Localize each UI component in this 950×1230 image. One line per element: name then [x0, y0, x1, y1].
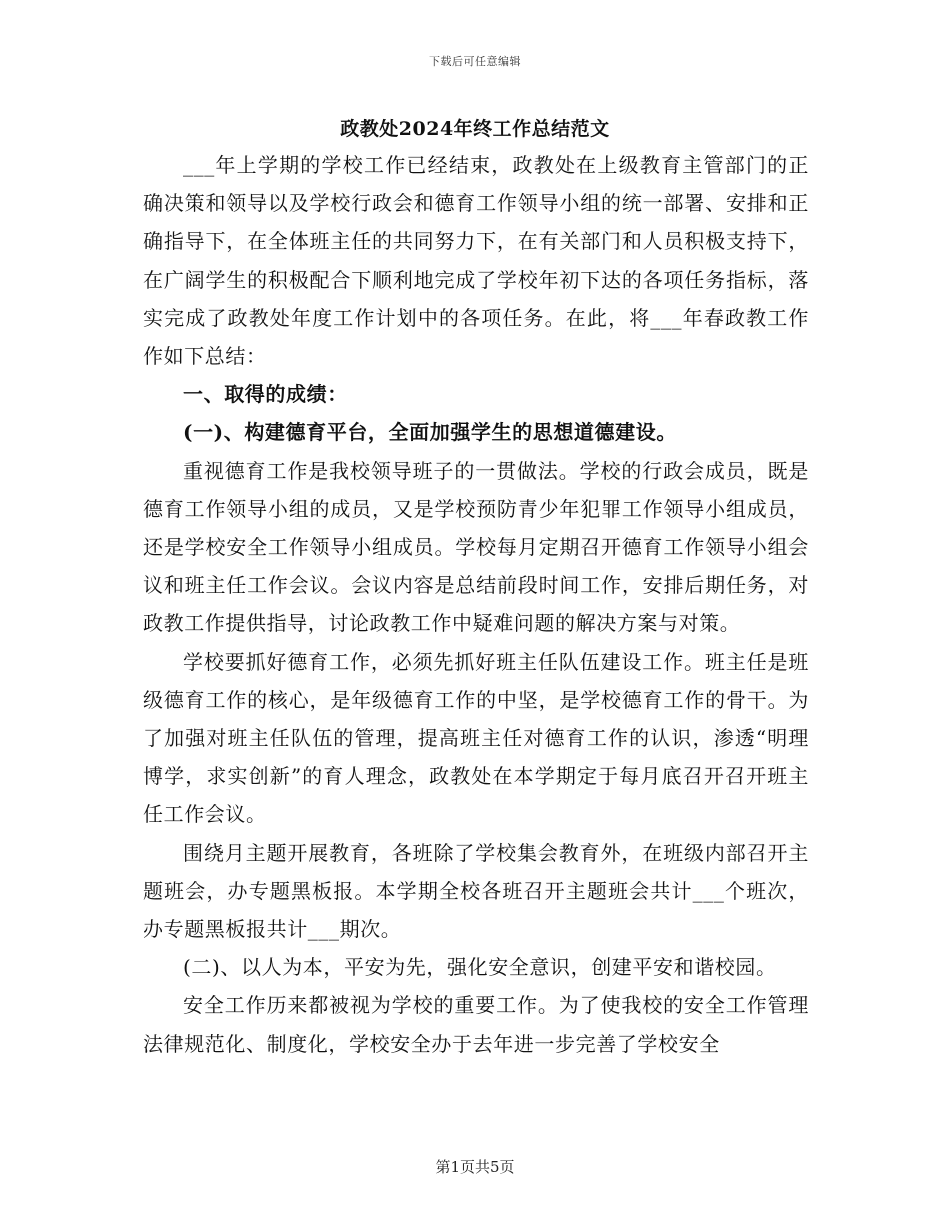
paragraph-intro: ___年上学期的学校工作已经结束，政教处在上级教育主管部门的正确决策和领导以及学校行政会和德育工作领导小组的统一部署、安排和正确指导下，在全体班主任的共同努力下，在有关部门和人员积极支持下，在广阔学生的积极配合下顺利地完成了学校年初下达的各项任务指标，落实完成了政教处年度工作计划中的各项任务。在此，将___年春政教工作作如下总结： [143, 153, 809, 369]
page-number: 第1页共5页 [435, 1158, 515, 1176]
document-title: 政教处2024年终工作总结范文 [340, 118, 610, 140]
header-note: 下载后可任意编辑 [429, 55, 521, 68]
paragraph-safety: 安全工作历来都被视为学校的重要工作。为了使我校的安全工作管理法律规范化、制度化，学校安全办于去年进一步完善了学校安全 [143, 993, 809, 1056]
paragraph-moral-education: 重视德育工作是我校领导班子的一贯做法。学校的行政会成员，既是德育工作领导小组的成员，又是学校预防青少年犯罪工作领导小组成员，还是学校安全工作领导小组成员。学校每月定期召开德育工作领导小组会议和班主任工作会议。会议内容是总结前段时间工作，安排后期任务，对政教工作提供指导，讨论政教工作中疑难问题的解决方案与对策。 [143, 458, 809, 636]
subsection-heading-2: (二)、以人为本，平安为先，强化安全意识，创建平安和谐校园。 [183, 955, 777, 980]
subsection-heading-1: (一)、构建德育平台，全面加强学生的思想道德建设。 [183, 420, 677, 445]
paragraph-monthly-theme: 围绕月主题开展教育，各班除了学校集会教育外，在班级内部召开主题班会，办专题黑板报。本学期全校各班召开主题班会共计___个班次，办专题黑板报共计___期次。 [143, 840, 809, 942]
section-heading-achievements: 一、取得的成绩： [183, 382, 348, 407]
document-body [143, 146, 809, 1063]
paragraph-head-teachers: 学校要抓好德育工作，必须先抓好班主任队伍建设工作。班主任是班级德育工作的核心，是年级德育工作的中坚，是学校德育工作的骨干。为了加强对班主任队伍的管理，提高班主任对德育工作的认识，渗透“明理博学，求实创新”的育人理念，政教处在本学期定于每月底召开召开班主任工作会议。 [143, 649, 809, 827]
